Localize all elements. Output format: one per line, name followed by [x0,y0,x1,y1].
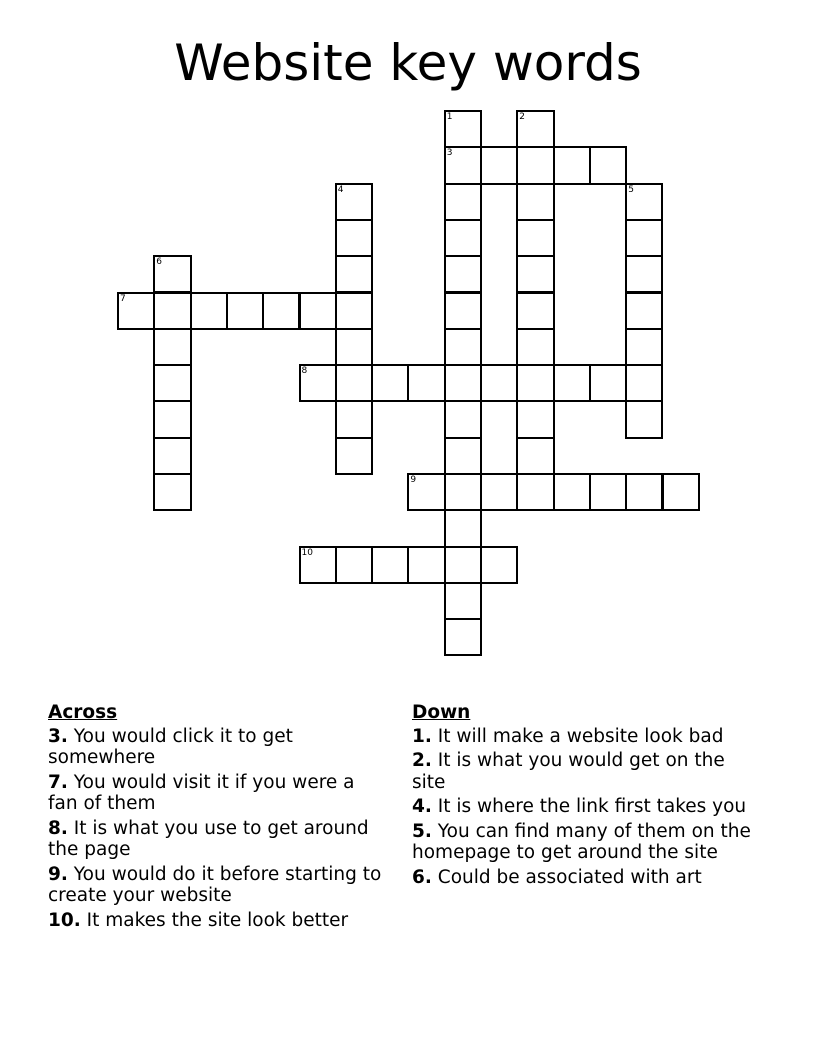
clue-text: It is what you would get on the site [412,750,725,793]
down-clue [412,726,752,748]
grid-cell[interactable] [371,546,409,584]
puzzle-title: Website key words [174,34,642,92]
clue-number: 6. [412,866,432,888]
cell-number: 8 [301,366,308,377]
down-clue [412,867,752,889]
grid-cell[interactable] [444,546,482,584]
grid-cell[interactable] [516,437,554,475]
grid-cell[interactable] [516,146,554,184]
grid-cell[interactable] [444,364,482,402]
down-clue [412,750,752,793]
clue-number: 4. [412,796,432,817]
grid-cell[interactable] [444,618,482,656]
grid-cell[interactable] [480,364,518,402]
grid-cell[interactable] [153,400,191,438]
clue-text: You would do it before starting to create your website [48,863,382,906]
down-clues [412,702,752,891]
clue-number: 10. [48,909,81,931]
cell-number: 2 [519,112,526,122]
across-clues [48,702,383,934]
grid-cell[interactable] [444,219,482,257]
grid-cell[interactable] [516,328,554,366]
grid-cell[interactable] [226,292,264,330]
across-clue [48,726,383,769]
grid-cell[interactable] [625,255,663,293]
clue-number: 8. [48,817,68,839]
grid-cell[interactable] [444,328,482,366]
grid-cell[interactable] [553,146,591,184]
grid-cell[interactable] [625,364,663,402]
cell-number: 1 [446,112,453,122]
across-heading: Across [48,702,118,723]
cell-number: 9 [410,475,417,485]
grid-cell[interactable] [625,328,663,366]
grid-cell[interactable] [553,473,591,511]
grid-cell[interactable] [444,183,482,221]
cell-number: 5 [628,184,634,195]
grid-cell[interactable] [516,255,554,293]
clue-text: It is what you use to get around the page [48,817,369,860]
grid-cell[interactable] [153,473,191,511]
grid-cell[interactable] [371,364,409,402]
grid-cell[interactable] [335,437,373,475]
grid-cell[interactable] [335,400,373,438]
grid-cell[interactable] [407,546,445,584]
grid-cell[interactable] [589,146,627,184]
grid-cell[interactable] [625,219,663,257]
clue-text: You would click it to get somewhere [48,725,293,768]
clue-text: You would visit it if you were a fan of them [48,771,355,814]
grid-cell[interactable] [335,546,373,584]
grid-cell[interactable] [480,473,518,511]
grid-cell[interactable] [190,292,228,330]
grid-cell[interactable] [662,473,700,511]
clue-number: 7. [48,771,68,793]
across-clue [48,910,383,932]
clue-text: It will make a website look bad [437,725,724,747]
grid-cell[interactable] [625,473,663,511]
clue-text: Could be associated with art [437,866,702,888]
clue-number: 1. [412,725,432,747]
grid-cell[interactable] [444,473,482,511]
cell-number: 7 [120,293,126,304]
grid-cell[interactable] [516,219,554,257]
grid-cell[interactable] [516,364,554,402]
cell-number: 6 [156,257,163,268]
down-clue [412,796,752,818]
grid-cell[interactable] [335,364,373,402]
grid-cell[interactable] [153,437,191,475]
grid-cell[interactable] [444,292,482,330]
grid-cell[interactable] [444,509,482,547]
grid-cell[interactable] [480,546,518,584]
grid-cell[interactable] [625,400,663,438]
clue-text: It makes the site look better [86,909,349,931]
clue-number: 2. [412,750,432,771]
grid-cell[interactable] [335,292,373,330]
grid-cell[interactable] [262,292,300,330]
grid-cell[interactable] [335,255,373,293]
grid-cell[interactable] [153,328,191,366]
clue-number: 3. [48,725,68,747]
grid-cell[interactable] [299,292,337,330]
grid-cell[interactable] [516,292,554,330]
grid-cell[interactable] [625,292,663,330]
down-heading: Down [412,702,471,723]
clue-text: You can find many of them on the homepage to get around the site [412,820,751,863]
across-clue [48,864,383,907]
clue-number: 9. [48,863,68,885]
clue-text: It is where the link first takes you [437,796,747,817]
cell-number: 3 [446,148,453,159]
grid-cell[interactable] [516,473,554,511]
grid-cell[interactable] [516,400,554,438]
grid-cell[interactable] [480,146,518,184]
grid-cell[interactable] [444,437,482,475]
cell-number: 10 [301,547,313,558]
grid-cell[interactable] [589,473,627,511]
cell-number: 4 [337,184,344,195]
grid-cell[interactable] [407,364,445,402]
grid-cell[interactable] [153,292,191,330]
grid-cell[interactable] [516,183,554,221]
clue-number: 5. [412,820,432,842]
grid-cell[interactable] [335,328,373,366]
across-clue [48,772,383,815]
down-clue [412,821,752,864]
across-clue [48,818,383,861]
grid-cell[interactable] [589,364,627,402]
grid-cell[interactable] [153,364,191,402]
grid-cell[interactable] [444,255,482,293]
grid-cell[interactable] [335,219,373,257]
grid-cell[interactable] [444,582,482,620]
grid-cell[interactable] [553,364,591,402]
grid-cell[interactable] [444,400,482,438]
